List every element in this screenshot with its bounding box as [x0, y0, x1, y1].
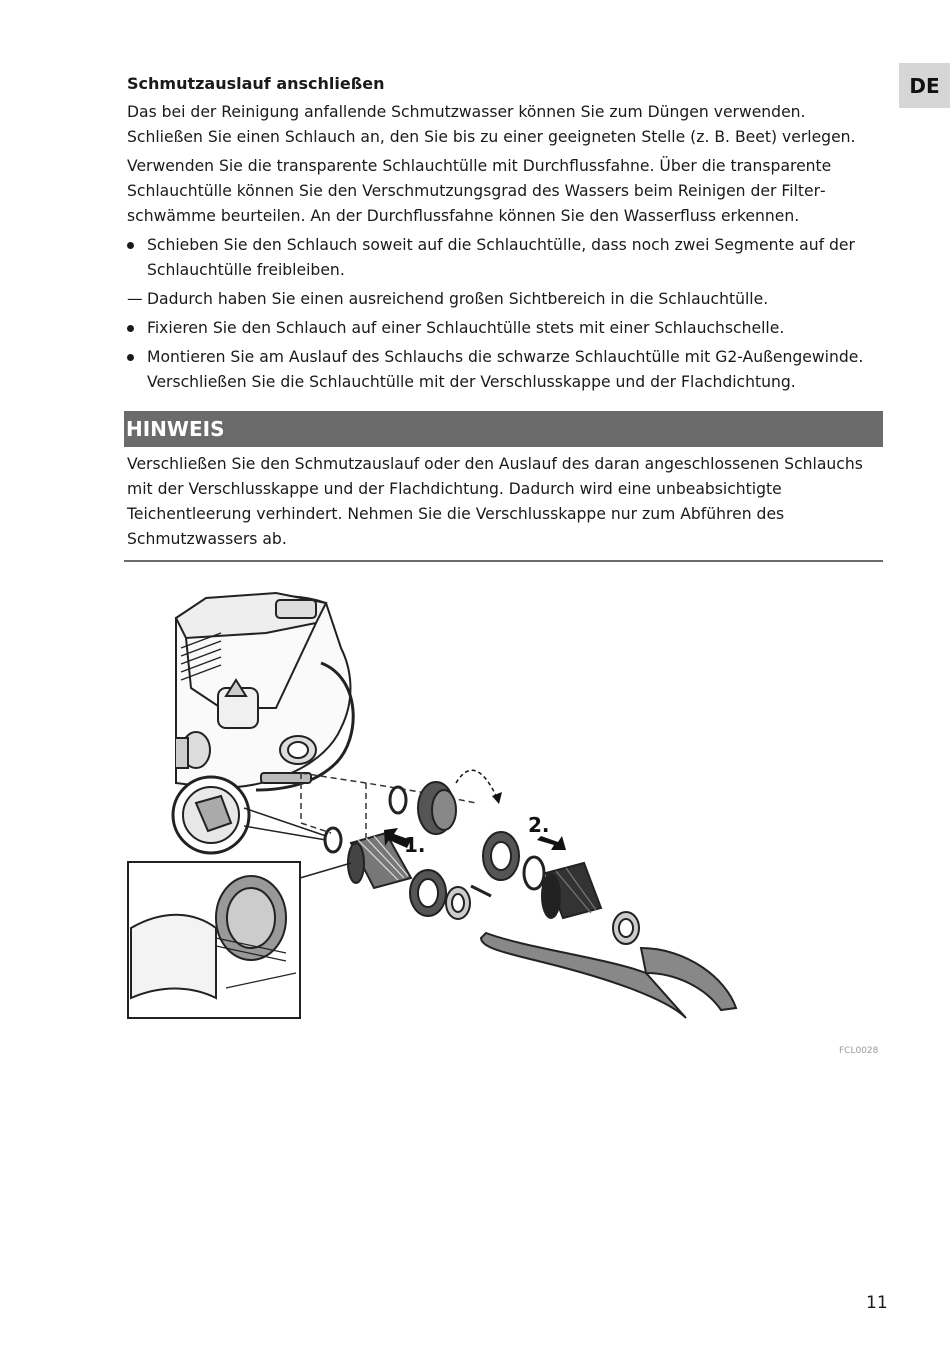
result-item — [127, 287, 883, 312]
instruction-list — [127, 233, 883, 283]
filter-unit-drawing — [176, 593, 353, 790]
language-tab: DE — [899, 63, 950, 108]
notice-box — [127, 411, 883, 562]
list-item-text: Schieben Sie den Schlauch soweit auf die Schlauchtülle, dass noch zwei Segmente auf der Schlauchtülle freibleiben. — [147, 236, 855, 279]
paragraph-transparent-nozzle: Verwenden Sie die transparente Schlauchtülle mit Durchflussfahne. Über die transparente Schlauchtülle können Sie den Verschmutzungsgrad des Wassers beim Reinigen der Filterschwämme beurteilen. An der Durchflussfahne können Sie den Wasserfluss erkennen. — [127, 157, 832, 225]
inset-detail — [128, 862, 300, 1018]
paragraph-intro: Das bei der Reinigung anfallende Schmutzwasser können Sie zum Düngen verwenden. Schließen Sie einen Schlauch an, den Sie bis zu einer geeigneten Stelle (z. B. Beet) verlegen. — [127, 103, 856, 146]
step-1-label: 1. — [404, 833, 426, 857]
notice-heading: HINWEIS — [124, 411, 883, 447]
list-item — [127, 233, 883, 283]
arrow-step-2-icon — [537, 836, 566, 850]
figure-code: FCL0028 — [839, 1046, 879, 1056]
list-item-text: Montieren Sie am Auslauf des Schlauchs die schwarze Schlauchtülle mit G2-Außengewinde. Verschließen Sie die Schlauchtülle mit der Verschlusskappe und der Flachdichtung. — [147, 348, 864, 391]
hoses-drawing — [481, 933, 736, 1018]
magnifier-detail — [173, 777, 326, 853]
page-number: 11 — [866, 1293, 888, 1313]
bullet-icon — [127, 354, 134, 361]
bullet-icon — [127, 242, 134, 249]
dash-icon: — — [127, 290, 143, 308]
step-2-label: 2. — [528, 813, 550, 837]
inset-leader-line — [300, 863, 351, 878]
result-text: Dadurch haben Sie einen ausreichend großen Sichtbereich in die Schlauchtülle. — [147, 290, 769, 308]
illustration-drawing — [126, 578, 768, 1044]
list-item — [127, 316, 883, 341]
seal-ring-small — [325, 828, 341, 852]
section-title: Schmutzauslauf anschließen — [127, 74, 385, 93]
notice-body — [124, 447, 883, 562]
notice-text: Verschließen Sie den Schmutzauslauf oder den Auslauf des daran angeschlossenen Schlauchs mit der Verschlusskappe und der Flachdichtung. Dadurch wird eine unbeabsichtigte Teichentleerung verhindert. Nehmen Sie die Verschlusskappe nur zum Abführen des Schmutzwassers ab. — [127, 455, 863, 548]
list-item-text: Fixieren Sie den Schlauch auf einer Schlauchtülle stets mit einer Schlauchschelle. — [147, 319, 785, 337]
assembly-illustration — [126, 578, 768, 1044]
bullet-icon — [127, 325, 134, 332]
main-content — [127, 72, 883, 562]
curved-arrow-icon — [456, 770, 498, 800]
instruction-list-continued — [127, 316, 883, 395]
list-item — [127, 345, 883, 395]
